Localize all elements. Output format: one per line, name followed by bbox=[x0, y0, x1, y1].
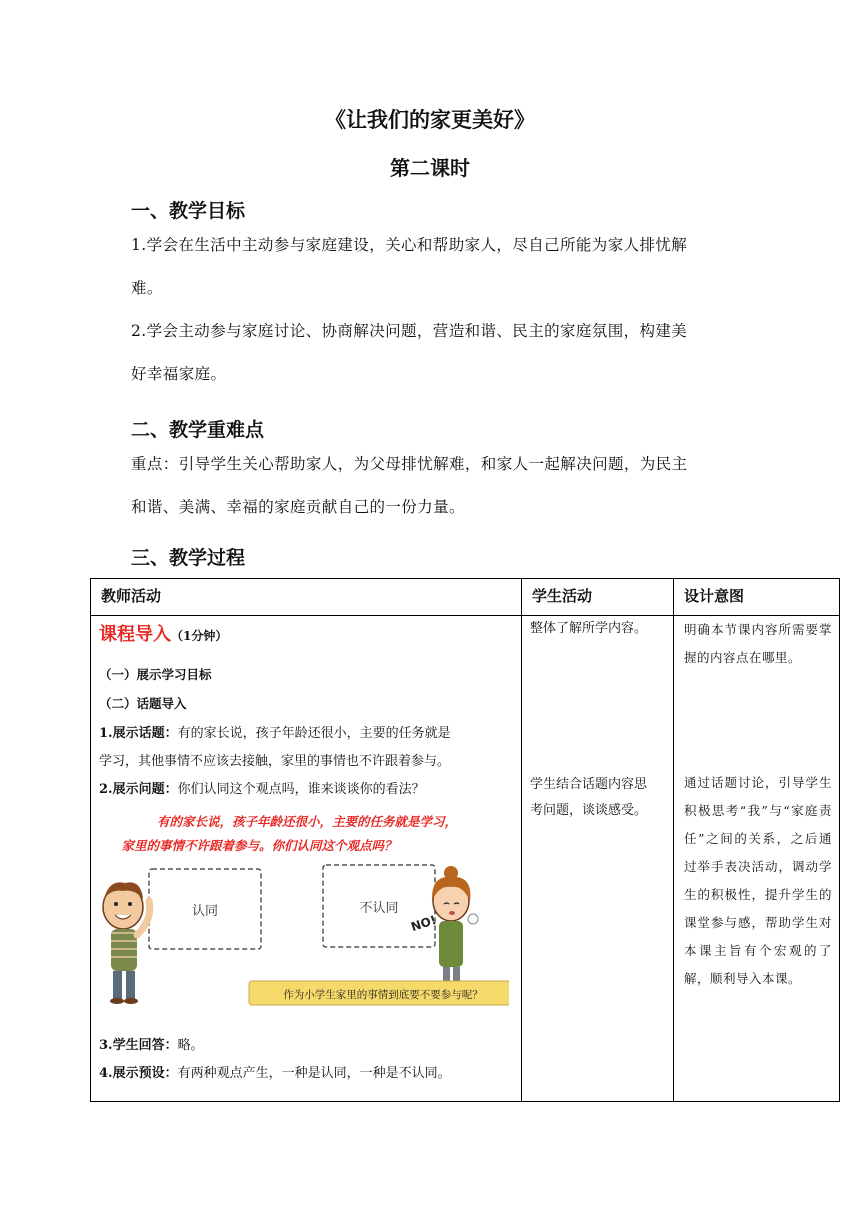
item-4-label: 4.展示预设： bbox=[99, 1066, 178, 1081]
item-1-label: 1.展示话题： bbox=[99, 726, 178, 741]
section-heading-process: 三、教学过程 bbox=[131, 547, 246, 569]
goal-1-line2: 难。 bbox=[131, 279, 163, 297]
item-4 bbox=[99, 1065, 451, 1083]
sub-heading-1: （一）展示学习目标 bbox=[99, 667, 212, 682]
student-activity-2-line2: 考问题，谈谈感受。 bbox=[530, 803, 648, 818]
process-table bbox=[90, 578, 840, 1102]
teacher-cell bbox=[91, 616, 522, 1102]
no-text: NO! bbox=[409, 912, 439, 935]
goals-paragraph bbox=[131, 224, 731, 396]
section-heading-goals: 一、教学目标 bbox=[131, 200, 246, 222]
section-title-text: 课程导入 bbox=[99, 624, 171, 645]
item-4-text: 有两种观点产生，一种是认同，一种是不认同。 bbox=[177, 1066, 451, 1081]
student-cell bbox=[522, 616, 674, 1102]
section-title bbox=[99, 620, 227, 646]
intent-paragraph-2: 通过话题讨论，引导学生积极思考“我”与“家庭责任”之间的关系，之后通过举手表决活动，调动学生的积极性，提升学生的课堂参与感，帮助学生对本课主旨有个宏观的了解，顺利导入本课。 bbox=[684, 775, 832, 986]
question-banner-text: 作为小学生家里的事情到底要不要参与呢？ bbox=[283, 989, 483, 1001]
item-1-text: 有的家长说，孩子年龄还很小，主要的任务就是 bbox=[177, 726, 451, 741]
item-3-text: 略。 bbox=[177, 1038, 204, 1053]
goal-1-line1: 1.学会在生活中主动参与家庭建设，关心和帮助家人，尽自己所能为家人排忧解 bbox=[131, 236, 688, 254]
header-intent: 设计意图 bbox=[674, 579, 840, 616]
goal-2-line2: 好幸福家庭。 bbox=[131, 365, 227, 383]
table-header-row bbox=[91, 579, 840, 616]
intent-cell bbox=[674, 616, 840, 1102]
item-2 bbox=[99, 781, 425, 799]
goal-2-line1: 2.学会主动参与家庭讨论、协商解决问题，营造和谐、民主的家庭氛围，构建美 bbox=[131, 322, 688, 340]
item-1 bbox=[99, 725, 451, 743]
table-row bbox=[91, 616, 840, 1102]
agree-box-label: 认同 bbox=[191, 904, 219, 919]
header-student: 学生活动 bbox=[522, 579, 674, 616]
student-activity-1: 整体了解所学内容。 bbox=[530, 621, 648, 636]
header-teacher: 教师活动 bbox=[91, 579, 522, 616]
disagree-box-label: 不认同 bbox=[359, 901, 399, 916]
illustration-caption-2: 家里的事情不许跟着参与。你们认同这个观点吗？ bbox=[121, 838, 397, 853]
section-heading-key: 二、教学重难点 bbox=[131, 419, 265, 441]
item-1-cont: 学习，其他事情不应该去接触，家里的事情也不许跟着参与。 bbox=[99, 754, 451, 769]
key-line1: 重点：引导学生关心帮助家人，为父母排忧解难，和家人一起解决问题，为民主 bbox=[131, 455, 688, 473]
item-3 bbox=[99, 1037, 204, 1055]
key-line2: 和谐、美满、幸福的家庭贡献自己的一份力量。 bbox=[131, 498, 465, 516]
item-3-label: 3.学生回答： bbox=[99, 1038, 178, 1053]
item-2-text: 你们认同这个观点吗，谁来谈谈你的看法？ bbox=[177, 782, 425, 797]
lesson-title: 《让我们的家更美好》 bbox=[325, 108, 535, 132]
illustration-caption-1: 有的家长说，孩子年龄还很小，主要的任务就是学习， bbox=[156, 814, 458, 829]
duration: （1分钟） bbox=[171, 629, 228, 643]
illustration bbox=[101, 809, 509, 1009]
boy-character bbox=[103, 882, 150, 1004]
key-paragraph bbox=[131, 443, 731, 529]
lesson-subtitle: 第二课时 bbox=[390, 156, 470, 180]
student-activity-2-line1: 学生结合话题内容思 bbox=[530, 777, 648, 792]
item-2-label: 2.展示问题： bbox=[99, 782, 178, 797]
intent-paragraph-1: 明确本节课内容所需要掌握的内容点在哪里。 bbox=[684, 622, 832, 665]
sub-heading-2: （二）话题导入 bbox=[99, 696, 187, 711]
